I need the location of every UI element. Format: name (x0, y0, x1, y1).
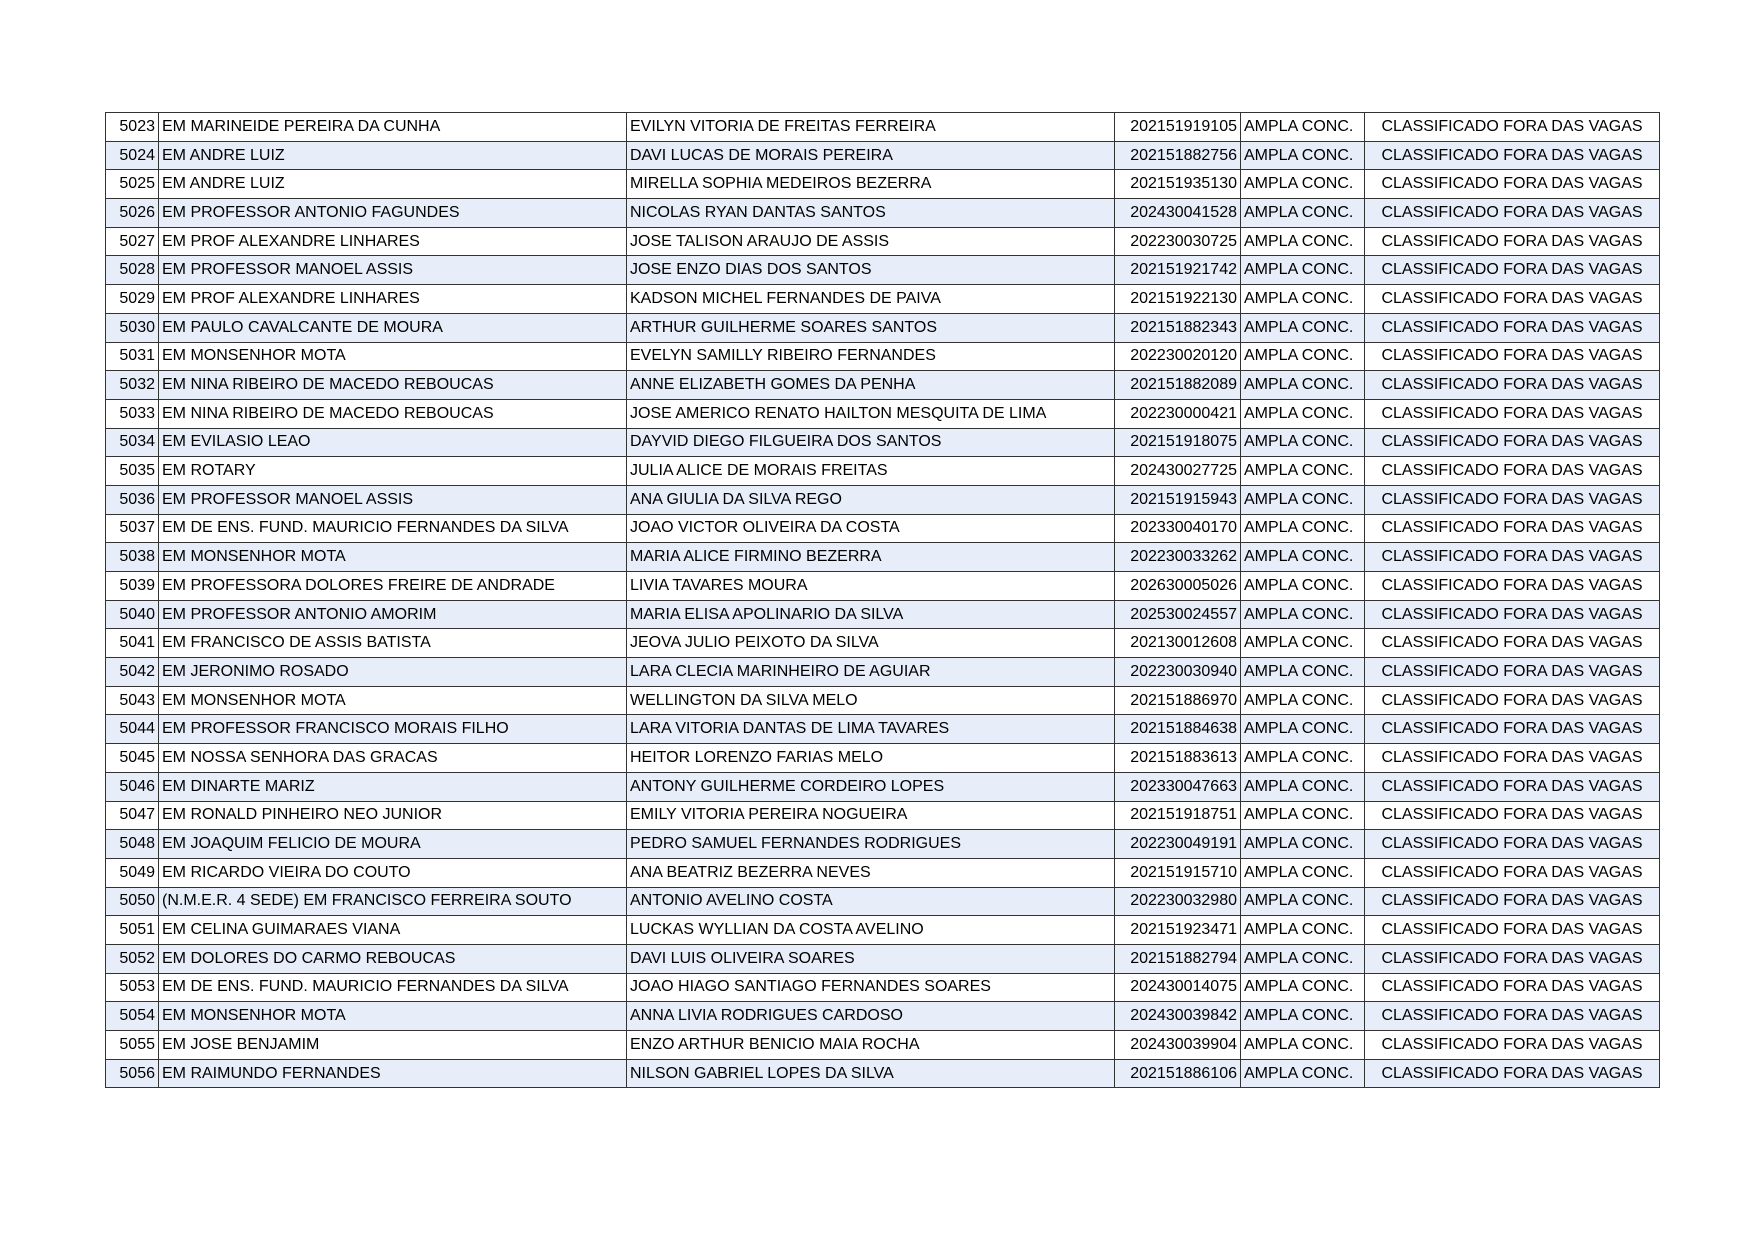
status-cell: CLASSIFICADO FORA DAS VAGAS (1365, 399, 1660, 428)
school-cell: EM MONSENHOR MOTA (159, 1002, 627, 1031)
student-name-cell: DAVI LUCAS DE MORAIS PEREIRA (627, 141, 1115, 170)
rank-cell: 5051 (106, 916, 159, 945)
rank-cell: 5038 (106, 543, 159, 572)
registration-code-cell: 202430039904 (1115, 1031, 1241, 1060)
rank-cell: 5043 (106, 686, 159, 715)
registration-code-cell: 202151882343 (1115, 313, 1241, 342)
registration-code-cell: 202151915710 (1115, 858, 1241, 887)
registration-code-cell: 202630005026 (1115, 572, 1241, 601)
rank-cell: 5054 (106, 1002, 159, 1031)
school-cell: EM PROFESSOR ANTONIO FAGUNDES (159, 199, 627, 228)
status-cell: CLASSIFICADO FORA DAS VAGAS (1365, 285, 1660, 314)
student-name-cell: LARA VITORIA DANTAS DE LIMA TAVARES (627, 715, 1115, 744)
table-row (106, 399, 1660, 428)
rank-cell: 5032 (106, 371, 159, 400)
status-cell: CLASSIFICADO FORA DAS VAGAS (1365, 428, 1660, 457)
student-name-cell: JOSE AMERICO RENATO HAILTON MESQUITA DE LIMA (627, 399, 1115, 428)
rank-cell: 5041 (106, 629, 159, 658)
school-cell: EM CELINA GUIMARAES VIANA (159, 916, 627, 945)
student-name-cell: JEOVA JULIO PEIXOTO DA SILVA (627, 629, 1115, 658)
category-cell: AMPLA CONC. (1241, 572, 1365, 601)
school-cell: EM JOAQUIM FELICIO DE MOURA (159, 830, 627, 859)
registration-code-cell: 202430039842 (1115, 1002, 1241, 1031)
status-cell: CLASSIFICADO FORA DAS VAGAS (1365, 973, 1660, 1002)
status-cell: CLASSIFICADO FORA DAS VAGAS (1365, 313, 1660, 342)
category-cell: AMPLA CONC. (1241, 514, 1365, 543)
status-cell: CLASSIFICADO FORA DAS VAGAS (1365, 916, 1660, 945)
registration-code-cell: 202430041528 (1115, 199, 1241, 228)
category-cell: AMPLA CONC. (1241, 858, 1365, 887)
status-cell: CLASSIFICADO FORA DAS VAGAS (1365, 485, 1660, 514)
registration-code-cell: 202530024557 (1115, 600, 1241, 629)
status-cell: CLASSIFICADO FORA DAS VAGAS (1365, 543, 1660, 572)
status-cell: CLASSIFICADO FORA DAS VAGAS (1365, 113, 1660, 142)
student-name-cell: ANA GIULIA DA SILVA REGO (627, 485, 1115, 514)
registration-code-cell: 202430014075 (1115, 973, 1241, 1002)
table-row (106, 801, 1660, 830)
student-name-cell: MARIA ALICE FIRMINO BEZERRA (627, 543, 1115, 572)
status-cell: CLASSIFICADO FORA DAS VAGAS (1365, 170, 1660, 199)
category-cell: AMPLA CONC. (1241, 944, 1365, 973)
student-name-cell: ANNE ELIZABETH GOMES DA PENHA (627, 371, 1115, 400)
school-cell: EM DE ENS. FUND. MAURICIO FERNANDES DA SILVA (159, 514, 627, 543)
school-cell: EM ANDRE LUIZ (159, 141, 627, 170)
school-cell: (N.M.E.R. 4 SEDE) EM FRANCISCO FERREIRA SOUTO (159, 887, 627, 916)
registration-code-cell: 202330047663 (1115, 772, 1241, 801)
status-cell: CLASSIFICADO FORA DAS VAGAS (1365, 227, 1660, 256)
rank-cell: 5026 (106, 199, 159, 228)
table-row (106, 830, 1660, 859)
table-row (106, 772, 1660, 801)
rank-cell: 5050 (106, 887, 159, 916)
student-name-cell: EVELYN SAMILLY RIBEIRO FERNANDES (627, 342, 1115, 371)
student-name-cell: ENZO ARTHUR BENICIO MAIA ROCHA (627, 1031, 1115, 1060)
category-cell: AMPLA CONC. (1241, 801, 1365, 830)
school-cell: EM DE ENS. FUND. MAURICIO FERNANDES DA SILVA (159, 973, 627, 1002)
table-row (106, 342, 1660, 371)
student-name-cell: JULIA ALICE DE MORAIS FREITAS (627, 457, 1115, 486)
category-cell: AMPLA CONC. (1241, 543, 1365, 572)
registration-code-cell: 202151884638 (1115, 715, 1241, 744)
table-row (106, 887, 1660, 916)
table-row (106, 858, 1660, 887)
registration-code-cell: 202230020120 (1115, 342, 1241, 371)
registration-code-cell: 202151923471 (1115, 916, 1241, 945)
category-cell: AMPLA CONC. (1241, 342, 1365, 371)
status-cell: CLASSIFICADO FORA DAS VAGAS (1365, 600, 1660, 629)
table-row (106, 686, 1660, 715)
school-cell: EM PROFESSORA DOLORES FREIRE DE ANDRADE (159, 572, 627, 601)
student-name-cell: PEDRO SAMUEL FERNANDES RODRIGUES (627, 830, 1115, 859)
school-cell: EM JOSE BENJAMIM (159, 1031, 627, 1060)
status-cell: CLASSIFICADO FORA DAS VAGAS (1365, 772, 1660, 801)
status-cell: CLASSIFICADO FORA DAS VAGAS (1365, 1059, 1660, 1088)
status-cell: CLASSIFICADO FORA DAS VAGAS (1365, 658, 1660, 687)
student-name-cell: JOAO HIAGO SANTIAGO FERNANDES SOARES (627, 973, 1115, 1002)
student-name-cell: JOSE TALISON ARAUJO DE ASSIS (627, 227, 1115, 256)
category-cell: AMPLA CONC. (1241, 113, 1365, 142)
student-name-cell: ANNA LIVIA RODRIGUES CARDOSO (627, 1002, 1115, 1031)
student-name-cell: WELLINGTON DA SILVA MELO (627, 686, 1115, 715)
rank-cell: 5027 (106, 227, 159, 256)
category-cell: AMPLA CONC. (1241, 256, 1365, 285)
rank-cell: 5030 (106, 313, 159, 342)
registration-code-cell: 202151922130 (1115, 285, 1241, 314)
rank-cell: 5053 (106, 973, 159, 1002)
school-cell: EM NINA RIBEIRO DE MACEDO REBOUCAS (159, 399, 627, 428)
school-cell: EM MONSENHOR MOTA (159, 686, 627, 715)
category-cell: AMPLA CONC. (1241, 170, 1365, 199)
category-cell: AMPLA CONC. (1241, 916, 1365, 945)
table-row (106, 313, 1660, 342)
rank-cell: 5047 (106, 801, 159, 830)
registration-code-cell: 202151915943 (1115, 485, 1241, 514)
registration-code-cell: 202151886106 (1115, 1059, 1241, 1088)
school-cell: EM PROF ALEXANDRE LINHARES (159, 285, 627, 314)
status-cell: CLASSIFICADO FORA DAS VAGAS (1365, 1031, 1660, 1060)
student-name-cell: ARTHUR GUILHERME SOARES SANTOS (627, 313, 1115, 342)
school-cell: EM PROF ALEXANDRE LINHARES (159, 227, 627, 256)
category-cell: AMPLA CONC. (1241, 658, 1365, 687)
registration-code-cell: 202151882089 (1115, 371, 1241, 400)
rank-cell: 5044 (106, 715, 159, 744)
registration-code-cell: 202151882756 (1115, 141, 1241, 170)
table-row (106, 371, 1660, 400)
rank-cell: 5055 (106, 1031, 159, 1060)
school-cell: EM MARINEIDE PEREIRA DA CUNHA (159, 113, 627, 142)
table-row (106, 227, 1660, 256)
student-name-cell: MARIA ELISA APOLINARIO DA SILVA (627, 600, 1115, 629)
table-row (106, 543, 1660, 572)
rank-cell: 5037 (106, 514, 159, 543)
table-row (106, 170, 1660, 199)
registration-code-cell: 202230049191 (1115, 830, 1241, 859)
table-row (106, 1031, 1660, 1060)
student-name-cell: KADSON MICHEL FERNANDES DE PAIVA (627, 285, 1115, 314)
status-cell: CLASSIFICADO FORA DAS VAGAS (1365, 572, 1660, 601)
category-cell: AMPLA CONC. (1241, 227, 1365, 256)
table-row (106, 744, 1660, 773)
rank-cell: 5025 (106, 170, 159, 199)
table-row (106, 457, 1660, 486)
category-cell: AMPLA CONC. (1241, 1002, 1365, 1031)
results-table-body (106, 113, 1660, 1088)
table-row (106, 428, 1660, 457)
student-name-cell: EVILYN VITORIA DE FREITAS FERREIRA (627, 113, 1115, 142)
category-cell: AMPLA CONC. (1241, 686, 1365, 715)
school-cell: EM RONALD PINHEIRO NEO JUNIOR (159, 801, 627, 830)
category-cell: AMPLA CONC. (1241, 715, 1365, 744)
rank-cell: 5029 (106, 285, 159, 314)
table-row (106, 916, 1660, 945)
student-name-cell: LARA CLECIA MARINHEIRO DE AGUIAR (627, 658, 1115, 687)
school-cell: EM NINA RIBEIRO DE MACEDO REBOUCAS (159, 371, 627, 400)
student-name-cell: HEITOR LORENZO FARIAS MELO (627, 744, 1115, 773)
rank-cell: 5031 (106, 342, 159, 371)
table-row (106, 658, 1660, 687)
registration-code-cell: 202230033262 (1115, 543, 1241, 572)
status-cell: CLASSIFICADO FORA DAS VAGAS (1365, 141, 1660, 170)
status-cell: CLASSIFICADO FORA DAS VAGAS (1365, 944, 1660, 973)
student-name-cell: MIRELLA SOPHIA MEDEIROS BEZERRA (627, 170, 1115, 199)
registration-code-cell: 202230000421 (1115, 399, 1241, 428)
rank-cell: 5039 (106, 572, 159, 601)
status-cell: CLASSIFICADO FORA DAS VAGAS (1365, 858, 1660, 887)
student-name-cell: JOAO VICTOR OLIVEIRA DA COSTA (627, 514, 1115, 543)
results-table (105, 112, 1660, 1088)
status-cell: CLASSIFICADO FORA DAS VAGAS (1365, 199, 1660, 228)
registration-code-cell: 202230032980 (1115, 887, 1241, 916)
table-row (106, 113, 1660, 142)
table-row (106, 600, 1660, 629)
student-name-cell: LIVIA TAVARES MOURA (627, 572, 1115, 601)
school-cell: EM PROFESSOR ANTONIO AMORIM (159, 600, 627, 629)
status-cell: CLASSIFICADO FORA DAS VAGAS (1365, 1002, 1660, 1031)
status-cell: CLASSIFICADO FORA DAS VAGAS (1365, 830, 1660, 859)
registration-code-cell: 202230030940 (1115, 658, 1241, 687)
rank-cell: 5028 (106, 256, 159, 285)
status-cell: CLASSIFICADO FORA DAS VAGAS (1365, 686, 1660, 715)
category-cell: AMPLA CONC. (1241, 457, 1365, 486)
registration-code-cell: 202151918751 (1115, 801, 1241, 830)
school-cell: EM EVILASIO LEAO (159, 428, 627, 457)
student-name-cell: NICOLAS RYAN DANTAS SANTOS (627, 199, 1115, 228)
rank-cell: 5048 (106, 830, 159, 859)
status-cell: CLASSIFICADO FORA DAS VAGAS (1365, 514, 1660, 543)
table-row (106, 485, 1660, 514)
category-cell: AMPLA CONC. (1241, 285, 1365, 314)
rank-cell: 5033 (106, 399, 159, 428)
rank-cell: 5034 (106, 428, 159, 457)
table-row (106, 285, 1660, 314)
status-cell: CLASSIFICADO FORA DAS VAGAS (1365, 629, 1660, 658)
student-name-cell: ANTONY GUILHERME CORDEIRO LOPES (627, 772, 1115, 801)
school-cell: EM JERONIMO ROSADO (159, 658, 627, 687)
table-row (106, 1002, 1660, 1031)
school-cell: EM RICARDO VIEIRA DO COUTO (159, 858, 627, 887)
table-row (106, 572, 1660, 601)
school-cell: EM DINARTE MARIZ (159, 772, 627, 801)
table-row (106, 944, 1660, 973)
rank-cell: 5036 (106, 485, 159, 514)
rank-cell: 5023 (106, 113, 159, 142)
category-cell: AMPLA CONC. (1241, 371, 1365, 400)
rank-cell: 5040 (106, 600, 159, 629)
category-cell: AMPLA CONC. (1241, 973, 1365, 1002)
registration-code-cell: 202151882794 (1115, 944, 1241, 973)
school-cell: EM MONSENHOR MOTA (159, 342, 627, 371)
category-cell: AMPLA CONC. (1241, 485, 1365, 514)
table-row (106, 973, 1660, 1002)
rank-cell: 5046 (106, 772, 159, 801)
status-cell: CLASSIFICADO FORA DAS VAGAS (1365, 744, 1660, 773)
status-cell: CLASSIFICADO FORA DAS VAGAS (1365, 256, 1660, 285)
status-cell: CLASSIFICADO FORA DAS VAGAS (1365, 457, 1660, 486)
status-cell: CLASSIFICADO FORA DAS VAGAS (1365, 371, 1660, 400)
registration-code-cell: 202151886970 (1115, 686, 1241, 715)
category-cell: AMPLA CONC. (1241, 772, 1365, 801)
school-cell: EM PAULO CAVALCANTE DE MOURA (159, 313, 627, 342)
table-row (106, 715, 1660, 744)
category-cell: AMPLA CONC. (1241, 399, 1365, 428)
student-name-cell: LUCKAS WYLLIAN DA COSTA AVELINO (627, 916, 1115, 945)
category-cell: AMPLA CONC. (1241, 313, 1365, 342)
category-cell: AMPLA CONC. (1241, 629, 1365, 658)
status-cell: CLASSIFICADO FORA DAS VAGAS (1365, 715, 1660, 744)
rank-cell: 5052 (106, 944, 159, 973)
student-name-cell: DAYVID DIEGO FILGUEIRA DOS SANTOS (627, 428, 1115, 457)
registration-code-cell: 202151883613 (1115, 744, 1241, 773)
category-cell: AMPLA CONC. (1241, 887, 1365, 916)
school-cell: EM PROFESSOR FRANCISCO MORAIS FILHO (159, 715, 627, 744)
school-cell: EM RAIMUNDO FERNANDES (159, 1059, 627, 1088)
school-cell: EM DOLORES DO CARMO REBOUCAS (159, 944, 627, 973)
table-row (106, 514, 1660, 543)
category-cell: AMPLA CONC. (1241, 1031, 1365, 1060)
school-cell: EM MONSENHOR MOTA (159, 543, 627, 572)
category-cell: AMPLA CONC. (1241, 199, 1365, 228)
registration-code-cell: 202430027725 (1115, 457, 1241, 486)
category-cell: AMPLA CONC. (1241, 428, 1365, 457)
school-cell: EM FRANCISCO DE ASSIS BATISTA (159, 629, 627, 658)
student-name-cell: ANA BEATRIZ BEZERRA NEVES (627, 858, 1115, 887)
student-name-cell: ANTONIO AVELINO COSTA (627, 887, 1115, 916)
rank-cell: 5024 (106, 141, 159, 170)
category-cell: AMPLA CONC. (1241, 1059, 1365, 1088)
rank-cell: 5056 (106, 1059, 159, 1088)
student-name-cell: NILSON GABRIEL LOPES DA SILVA (627, 1059, 1115, 1088)
school-cell: EM PROFESSOR MANOEL ASSIS (159, 256, 627, 285)
student-name-cell: DAVI LUIS OLIVEIRA SOARES (627, 944, 1115, 973)
rank-cell: 5049 (106, 858, 159, 887)
rank-cell: 5035 (106, 457, 159, 486)
status-cell: CLASSIFICADO FORA DAS VAGAS (1365, 887, 1660, 916)
registration-code-cell: 202151921742 (1115, 256, 1241, 285)
registration-code-cell: 202151919105 (1115, 113, 1241, 142)
category-cell: AMPLA CONC. (1241, 744, 1365, 773)
registration-code-cell: 202230030725 (1115, 227, 1241, 256)
student-name-cell: JOSE ENZO DIAS DOS SANTOS (627, 256, 1115, 285)
school-cell: EM PROFESSOR MANOEL ASSIS (159, 485, 627, 514)
status-cell: CLASSIFICADO FORA DAS VAGAS (1365, 342, 1660, 371)
registration-code-cell: 202151918075 (1115, 428, 1241, 457)
school-cell: EM ANDRE LUIZ (159, 170, 627, 199)
registration-code-cell: 202330040170 (1115, 514, 1241, 543)
school-cell: EM ROTARY (159, 457, 627, 486)
table-row (106, 199, 1660, 228)
table-row (106, 1059, 1660, 1088)
category-cell: AMPLA CONC. (1241, 141, 1365, 170)
registration-code-cell: 202130012608 (1115, 629, 1241, 658)
table-row (106, 629, 1660, 658)
category-cell: AMPLA CONC. (1241, 830, 1365, 859)
school-cell: EM NOSSA SENHORA DAS GRACAS (159, 744, 627, 773)
student-name-cell: EMILY VITORIA PEREIRA NOGUEIRA (627, 801, 1115, 830)
rank-cell: 5045 (106, 744, 159, 773)
registration-code-cell: 202151935130 (1115, 170, 1241, 199)
table-row (106, 256, 1660, 285)
category-cell: AMPLA CONC. (1241, 600, 1365, 629)
table-row (106, 141, 1660, 170)
rank-cell: 5042 (106, 658, 159, 687)
status-cell: CLASSIFICADO FORA DAS VAGAS (1365, 801, 1660, 830)
